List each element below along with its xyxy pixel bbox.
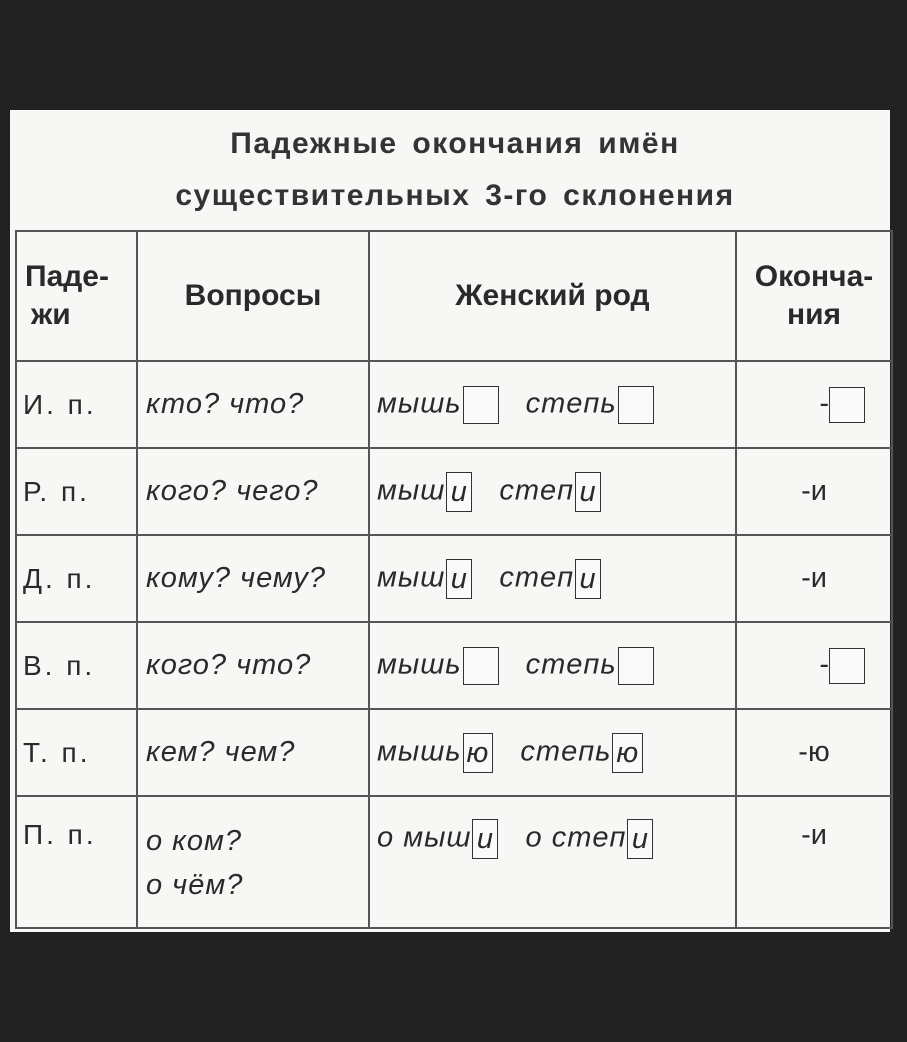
- ending-text: -и: [801, 562, 827, 594]
- case-name-cell: Д. п.: [16, 535, 137, 622]
- table-row: [16, 448, 892, 535]
- ending-box: и: [446, 472, 472, 512]
- case-name-cell: Р. п.: [16, 448, 137, 535]
- ending-cell: [736, 448, 892, 535]
- example-word-steppe: степь: [526, 386, 654, 424]
- feminine-examples-cell: [369, 622, 736, 709]
- feminine-examples-cell: [369, 448, 736, 535]
- header-endings-line-1: Оконча-: [754, 260, 874, 293]
- questions-cell: [137, 361, 369, 448]
- question-text: о чём?: [146, 869, 244, 901]
- feminine-examples-cell: [369, 709, 736, 796]
- ending-box: [463, 647, 499, 685]
- ending-cell: [736, 361, 892, 448]
- declension-table: [15, 230, 893, 929]
- header-feminine: Женский род: [369, 231, 736, 361]
- ending-box: [618, 647, 654, 685]
- ending-box: и: [575, 559, 601, 599]
- ending-text: -ю: [798, 736, 830, 768]
- zero-ending-box: [829, 387, 865, 423]
- question-text: кого? чего?: [146, 475, 319, 507]
- table-row: [16, 535, 892, 622]
- example-word-steppe: степь ю: [520, 733, 643, 773]
- questions-cell: [137, 796, 369, 928]
- ending-box: [463, 386, 499, 424]
- title-line-1: Падежные окончания имён: [230, 127, 680, 160]
- ending-text: -: [819, 387, 829, 420]
- question-text: кто? что?: [146, 388, 305, 420]
- ending-cell: [736, 622, 892, 709]
- title-line-2: существительных 3-го склонения: [175, 179, 735, 212]
- ending-text: -и: [801, 475, 827, 507]
- example-word-steppe: степь: [526, 647, 654, 685]
- ending-box: и: [446, 559, 472, 599]
- header-endings: [736, 231, 892, 361]
- table-row: [16, 709, 892, 796]
- feminine-examples-cell: [369, 796, 736, 928]
- questions-cell: [137, 709, 369, 796]
- case-name-cell: Т. п.: [16, 709, 137, 796]
- ending-box: [618, 386, 654, 424]
- example-word-steppe: о степ и: [526, 819, 654, 859]
- ending-box: ю: [612, 733, 643, 773]
- table-row: [16, 796, 892, 928]
- table-title: [10, 118, 900, 222]
- feminine-examples-cell: [369, 535, 736, 622]
- zero-ending-box: [829, 648, 865, 684]
- ending-text: -и: [801, 819, 827, 851]
- question-text: кому? чему?: [146, 562, 327, 594]
- case-name-cell: И. п.: [16, 361, 137, 448]
- ending-cell: [736, 535, 892, 622]
- ending-cell: [736, 796, 892, 928]
- questions-cell: [137, 622, 369, 709]
- question-text: кем? чем?: [146, 736, 296, 768]
- header-cases: [16, 231, 137, 361]
- example-word-mouse: мышь ю: [377, 733, 493, 773]
- header-cases-line-1: Паде-: [25, 260, 109, 293]
- example-word-mouse: о мыш и: [377, 819, 498, 859]
- case-name-cell: В. п.: [16, 622, 137, 709]
- example-word-steppe: степ и: [499, 559, 601, 599]
- example-word-mouse: мыш и: [377, 559, 472, 599]
- ending-cell: [736, 709, 892, 796]
- feminine-examples-cell: [369, 361, 736, 448]
- header-cases-line-2: жи: [31, 298, 71, 331]
- question-text: о ком?: [146, 825, 243, 857]
- question-text: кого? что?: [146, 649, 312, 681]
- case-name-cell: П. п.: [16, 796, 137, 928]
- textbook-page: [10, 110, 890, 932]
- ending-box: и: [472, 819, 498, 859]
- ending-box: ю: [463, 733, 494, 773]
- questions-cell: [137, 448, 369, 535]
- example-word-mouse: мышь: [377, 386, 499, 424]
- table-row: [16, 361, 892, 448]
- table-row: [16, 622, 892, 709]
- example-word-mouse: мыш и: [377, 472, 472, 512]
- example-word-mouse: мышь: [377, 647, 499, 685]
- ending-box: и: [627, 819, 653, 859]
- example-word-steppe: степ и: [499, 472, 601, 512]
- header-questions: Вопросы: [137, 231, 369, 361]
- questions-cell: [137, 535, 369, 622]
- ending-text: -: [819, 648, 829, 681]
- ending-box: и: [575, 472, 601, 512]
- header-endings-line-2: ния: [786, 298, 842, 331]
- header-row: [16, 231, 892, 361]
